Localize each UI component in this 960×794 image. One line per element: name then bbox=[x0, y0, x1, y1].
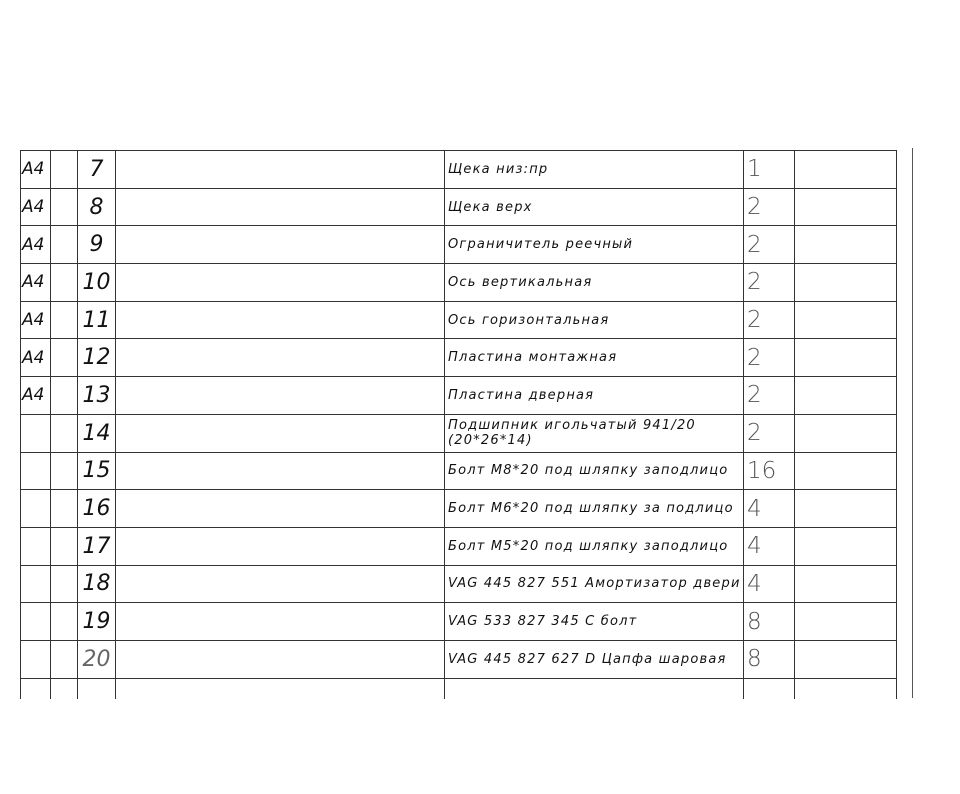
quantity-cell: 4 bbox=[744, 527, 795, 565]
zone-cell bbox=[51, 301, 78, 339]
format-cell: A4 bbox=[21, 264, 51, 302]
position-cell: 19 bbox=[78, 603, 116, 641]
position-cell: 18 bbox=[78, 565, 116, 603]
note-cell bbox=[795, 151, 897, 189]
specification-table bbox=[20, 150, 897, 699]
designation-cell bbox=[116, 264, 445, 302]
designation-cell bbox=[116, 640, 445, 678]
zone-cell bbox=[51, 226, 78, 264]
table-row bbox=[21, 640, 897, 678]
position-cell: 7 bbox=[78, 151, 116, 189]
format-cell bbox=[21, 414, 51, 452]
zone-cell bbox=[51, 188, 78, 226]
name-cell: Щека низ:пр bbox=[445, 151, 744, 189]
zone-cell bbox=[51, 527, 78, 565]
quantity-cell: 2 bbox=[744, 339, 795, 377]
format-cell: A4 bbox=[21, 339, 51, 377]
format-cell bbox=[21, 603, 51, 641]
name-cell: Болт М5*20 под шляпку заподлицо bbox=[445, 527, 744, 565]
table-row bbox=[21, 188, 897, 226]
quantity-cell: 4 bbox=[744, 565, 795, 603]
format-cell bbox=[21, 452, 51, 490]
name-cell: VAG 445 827 551 Амортизатор двери bbox=[445, 565, 744, 603]
designation-cell bbox=[116, 603, 445, 641]
note-cell bbox=[795, 226, 897, 264]
note-cell bbox=[795, 565, 897, 603]
format-cell bbox=[21, 490, 51, 528]
position-cell: 11 bbox=[78, 301, 116, 339]
name-cell: Пластина монтажная bbox=[445, 339, 744, 377]
position-cell bbox=[78, 678, 116, 699]
format-cell: A4 bbox=[21, 377, 51, 415]
note-cell bbox=[795, 264, 897, 302]
table-row bbox=[21, 603, 897, 641]
position-cell: 15 bbox=[78, 452, 116, 490]
table-row bbox=[21, 264, 897, 302]
zone-cell bbox=[51, 151, 78, 189]
quantity-cell: 2 bbox=[744, 301, 795, 339]
name-cell: Ось горизонтальная bbox=[445, 301, 744, 339]
table-row bbox=[21, 565, 897, 603]
zone-cell bbox=[51, 565, 78, 603]
format-cell: A4 bbox=[21, 151, 51, 189]
format-cell: A4 bbox=[21, 301, 51, 339]
note-cell bbox=[795, 603, 897, 641]
designation-cell bbox=[116, 565, 445, 603]
note-cell bbox=[795, 490, 897, 528]
position-cell: 12 bbox=[78, 339, 116, 377]
table-row bbox=[21, 377, 897, 415]
quantity-cell: 8 bbox=[744, 603, 795, 641]
format-cell bbox=[21, 640, 51, 678]
zone-cell bbox=[51, 490, 78, 528]
format-cell bbox=[21, 678, 51, 699]
designation-cell bbox=[116, 301, 445, 339]
position-cell: 14 bbox=[78, 414, 116, 452]
zone-cell bbox=[51, 678, 78, 699]
zone-cell bbox=[51, 640, 78, 678]
name-cell: Подшипник игольчатый 941/20 (20*26*14) bbox=[445, 414, 744, 452]
position-cell: 10 bbox=[78, 264, 116, 302]
name-cell: VAG 533 827 345 C болт bbox=[445, 603, 744, 641]
quantity-cell: 2 bbox=[744, 188, 795, 226]
quantity-cell: 1 bbox=[744, 151, 795, 189]
zone-cell bbox=[51, 414, 78, 452]
note-cell bbox=[795, 678, 897, 699]
quantity-cell: 8 bbox=[744, 640, 795, 678]
zone-cell bbox=[51, 339, 78, 377]
name-cell bbox=[445, 678, 744, 699]
table-row bbox=[21, 226, 897, 264]
zone-cell bbox=[51, 264, 78, 302]
note-cell bbox=[795, 377, 897, 415]
note-cell bbox=[795, 339, 897, 377]
designation-cell bbox=[116, 226, 445, 264]
zone-cell bbox=[51, 603, 78, 641]
designation-cell bbox=[116, 377, 445, 415]
quantity-cell: 2 bbox=[744, 264, 795, 302]
quantity-cell: 16 bbox=[744, 452, 795, 490]
zone-cell bbox=[51, 377, 78, 415]
format-cell bbox=[21, 565, 51, 603]
name-cell: Пластина дверная bbox=[445, 377, 744, 415]
note-cell bbox=[795, 414, 897, 452]
format-cell: A4 bbox=[21, 188, 51, 226]
designation-cell bbox=[116, 490, 445, 528]
position-cell: 20 bbox=[78, 640, 116, 678]
designation-cell bbox=[116, 678, 445, 699]
position-cell: 17 bbox=[78, 527, 116, 565]
position-cell: 8 bbox=[78, 188, 116, 226]
designation-cell bbox=[116, 188, 445, 226]
designation-cell bbox=[116, 452, 445, 490]
note-cell bbox=[795, 640, 897, 678]
note-cell bbox=[795, 188, 897, 226]
table-row bbox=[21, 452, 897, 490]
quantity-cell: 2 bbox=[744, 226, 795, 264]
position-cell: 9 bbox=[78, 226, 116, 264]
designation-cell bbox=[116, 339, 445, 377]
name-cell: Щека верх bbox=[445, 188, 744, 226]
name-cell: Ограничитель реечный bbox=[445, 226, 744, 264]
quantity-cell: 4 bbox=[744, 490, 795, 528]
designation-cell bbox=[116, 527, 445, 565]
designation-cell bbox=[116, 151, 445, 189]
note-cell bbox=[795, 452, 897, 490]
name-cell: Ось вертикальная bbox=[445, 264, 744, 302]
table-row bbox=[21, 151, 897, 189]
designation-cell bbox=[116, 414, 445, 452]
format-cell bbox=[21, 527, 51, 565]
note-cell bbox=[795, 527, 897, 565]
name-cell: Болт М6*20 под шляпку за подлицо bbox=[445, 490, 744, 528]
frame-border-line bbox=[912, 148, 913, 698]
zone-cell bbox=[51, 452, 78, 490]
table-row bbox=[21, 339, 897, 377]
quantity-cell: 2 bbox=[744, 414, 795, 452]
quantity-cell bbox=[744, 678, 795, 699]
table-row bbox=[21, 301, 897, 339]
quantity-cell: 2 bbox=[744, 377, 795, 415]
position-cell: 16 bbox=[78, 490, 116, 528]
empty-table-row bbox=[21, 678, 897, 699]
table-row bbox=[21, 527, 897, 565]
note-cell bbox=[795, 301, 897, 339]
table-row bbox=[21, 490, 897, 528]
specification-body bbox=[21, 151, 897, 699]
table-row bbox=[21, 414, 897, 452]
format-cell: A4 bbox=[21, 226, 51, 264]
position-cell: 13 bbox=[78, 377, 116, 415]
name-cell: Болт М8*20 под шляпку заподлицо bbox=[445, 452, 744, 490]
name-cell: VAG 445 827 627 D Цапфа шаровая bbox=[445, 640, 744, 678]
